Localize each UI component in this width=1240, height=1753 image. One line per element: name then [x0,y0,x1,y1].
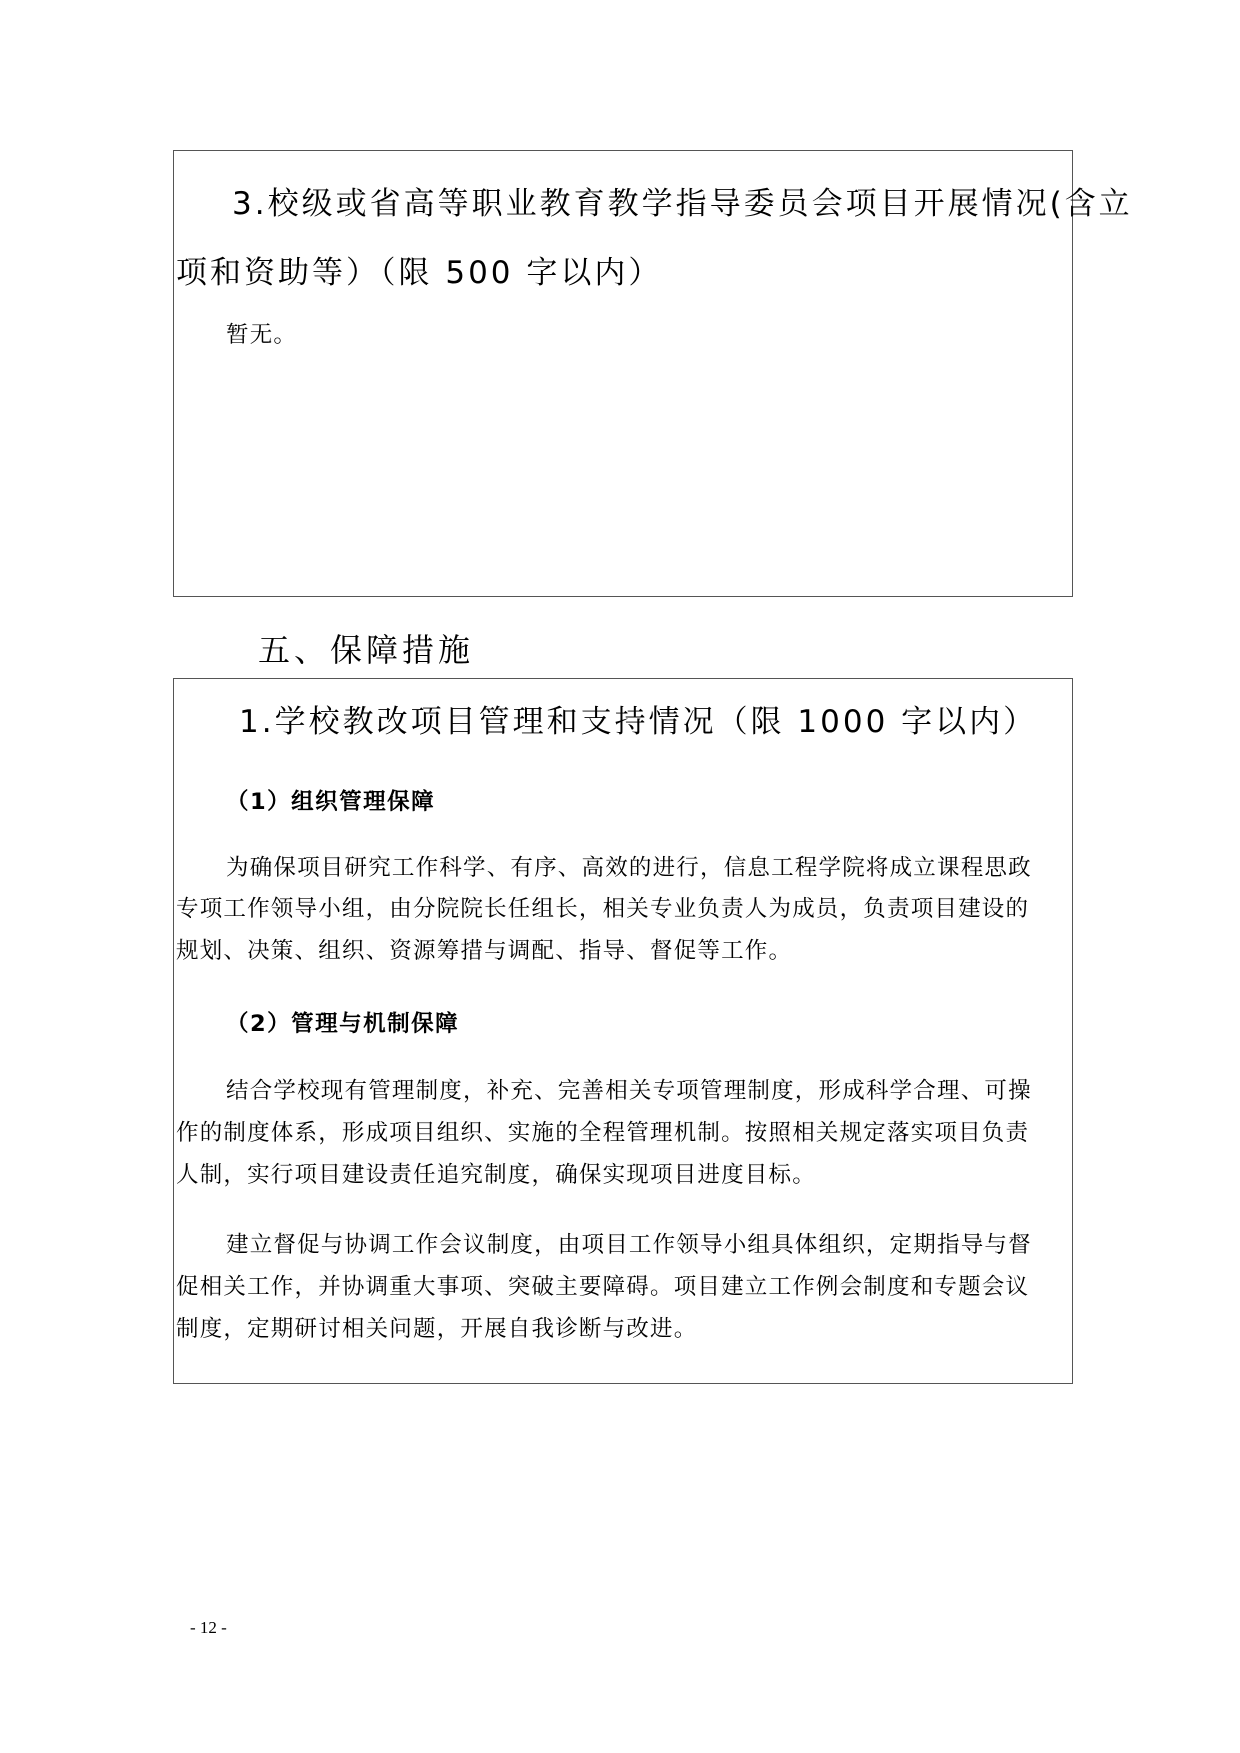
para1-line1: 为确保项目研究工作科学、有序、高效的进行，信息工程学院将成立课程思政 [226,855,1032,881]
box1-heading-line1: 3.校级或省高等职业教育教学指导委员会项目开展情况(含立 [232,186,1133,222]
para3-line2: 促相关工作，并协调重大事项、突破主要障碍。项目建立工作例会制度和专题会议 [176,1274,1030,1300]
para2-line3: 人制，实行项目建设责任追究制度，确保实现项目进度目标。 [176,1162,816,1188]
box1-body: 暂无。 [226,322,298,348]
project-section-box [173,150,1133,597]
para1-line3: 规划、决策、组织、资源筹措与调配、指导、督促等工作。 [176,938,793,964]
para2-line2: 作的制度体系，形成项目组织、实施的全程管理机制。按照相关规定落实项目负责 [176,1120,1030,1146]
sub-heading-organization: （1）组织管理保障 [226,789,436,815]
para1-line2: 专项工作领导小组，由分院院长任组长，相关专业负责人为成员，负责项目建设的 [176,896,1030,922]
support-section-box [173,678,1073,1384]
page-number: - 12 - [190,1618,227,1637]
section-title: 五、保障措施 [258,631,475,669]
box2-heading: 1.学校教改项目管理和支持情况（限 1000 字以内） [239,704,1038,740]
box1-heading-line2: 项和资助等）（限 500 字以内） [176,255,663,291]
para3-line3: 制度，定期研讨相关问题，开展自我诊断与改进。 [176,1316,698,1342]
para3-line1: 建立督促与协调工作会议制度，由项目工作领导小组具体组织，定期指导与督 [226,1232,1032,1258]
sub-heading-mechanism: （2）管理与机制保障 [226,1011,460,1037]
para2-line1: 结合学校现有管理制度，补充、完善相关专项管理制度，形成科学合理、可操 [226,1078,1032,1104]
